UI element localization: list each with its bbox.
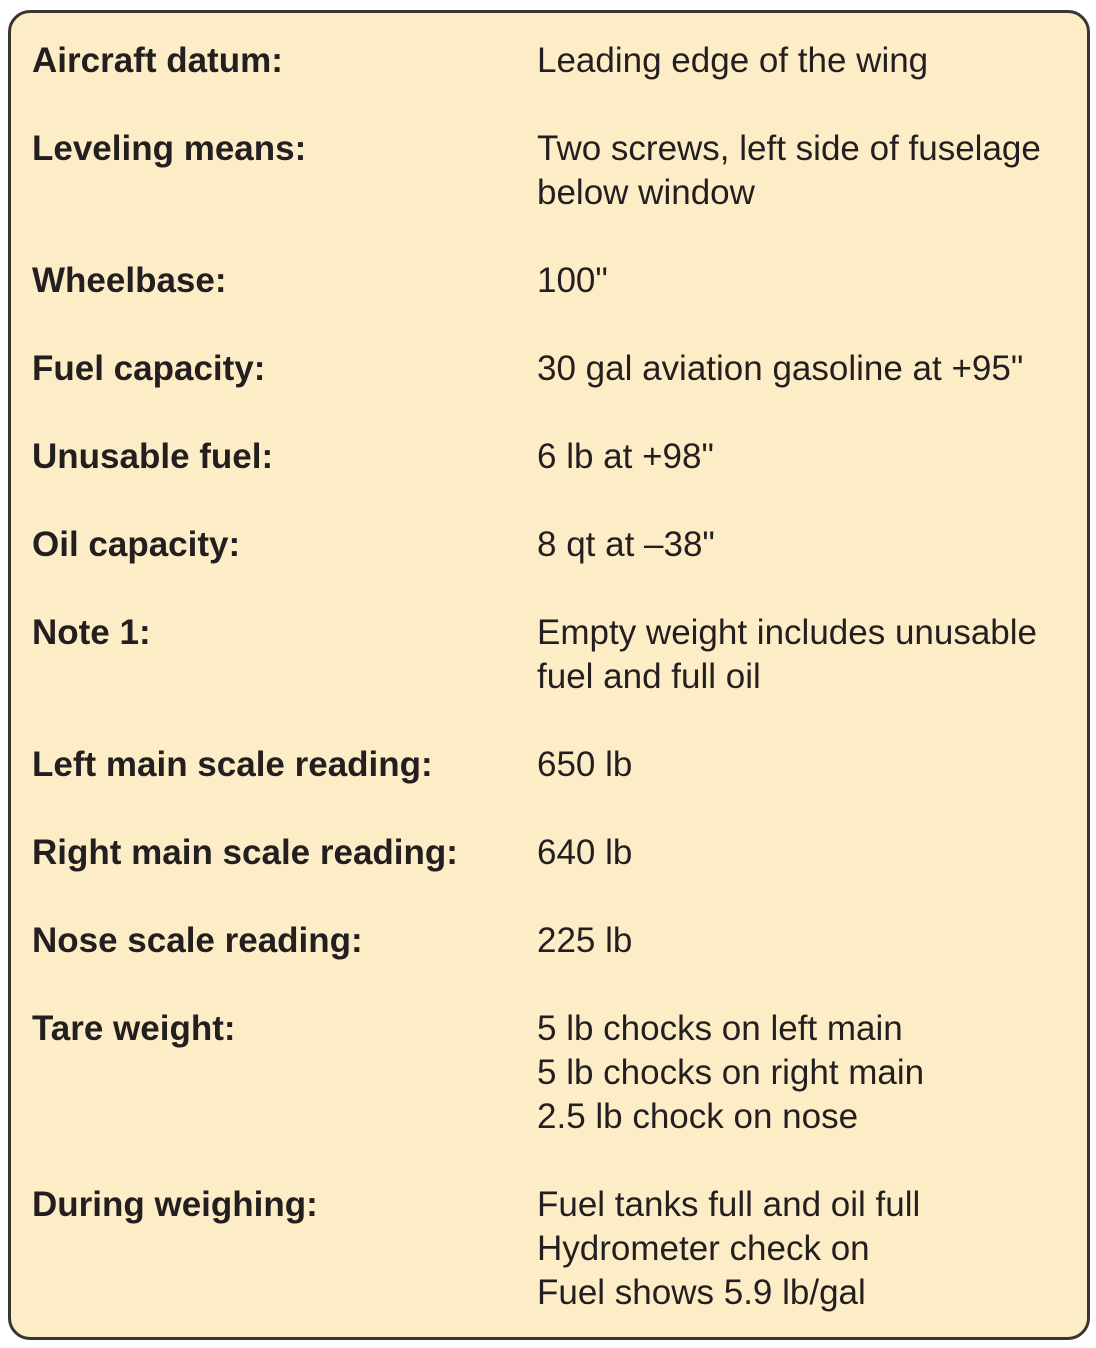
value-line: below window bbox=[537, 173, 755, 212]
row-value bbox=[537, 1007, 924, 1139]
row-label: Nose scale reading: bbox=[32, 921, 363, 960]
row-value bbox=[537, 523, 715, 567]
row-label: Unusable fuel: bbox=[32, 437, 274, 476]
row-label: Leveling means: bbox=[32, 129, 307, 168]
row-label: Tare weight: bbox=[32, 1009, 236, 1048]
value-line: Fuel tanks full and oil full bbox=[537, 1185, 921, 1224]
value-line: 640 lb bbox=[537, 833, 633, 872]
row-value bbox=[537, 127, 1041, 215]
value-line: 6 lb at +98" bbox=[537, 437, 714, 476]
value-line: 5 lb chocks on left main bbox=[537, 1009, 903, 1048]
value-line: 30 gal aviation gasoline at +95" bbox=[537, 349, 1024, 388]
row-label: Oil capacity: bbox=[32, 525, 241, 564]
value-line: 100" bbox=[537, 261, 608, 300]
row-value bbox=[537, 259, 608, 303]
row-label: During weighing: bbox=[32, 1185, 318, 1224]
row-label: Fuel capacity: bbox=[32, 349, 266, 388]
value-line: Fuel shows 5.9 lb/gal bbox=[537, 1273, 866, 1312]
row-value bbox=[537, 831, 632, 875]
value-line: 8 qt at –38" bbox=[537, 525, 715, 564]
value-line: Leading edge of the wing bbox=[537, 41, 929, 80]
row-label: Right main scale reading: bbox=[32, 833, 458, 872]
value-line: 225 lb bbox=[537, 921, 633, 960]
aircraft-weighing-data-panel bbox=[8, 10, 1090, 1340]
row-label: Note 1: bbox=[32, 613, 151, 652]
row-value bbox=[537, 611, 1037, 699]
row-value bbox=[537, 435, 714, 479]
value-line: Two screws, left side of fuselage bbox=[537, 129, 1041, 168]
value-line: fuel and full oil bbox=[537, 657, 761, 696]
row-value bbox=[537, 1183, 920, 1315]
row-label: Aircraft datum: bbox=[32, 41, 283, 80]
value-line: Empty weight includes unusable bbox=[537, 613, 1038, 652]
value-line: 650 lb bbox=[537, 745, 633, 784]
row-label: Left main scale reading: bbox=[32, 745, 433, 784]
row-label: Wheelbase: bbox=[32, 261, 227, 300]
value-line: 2.5 lb chock on nose bbox=[537, 1097, 859, 1136]
value-line: Hydrometer check on bbox=[537, 1229, 870, 1268]
row-value bbox=[537, 347, 1023, 391]
row-value bbox=[537, 743, 632, 787]
value-line: 5 lb chocks on right main bbox=[537, 1053, 925, 1092]
row-value bbox=[537, 39, 928, 83]
row-value bbox=[537, 919, 632, 963]
